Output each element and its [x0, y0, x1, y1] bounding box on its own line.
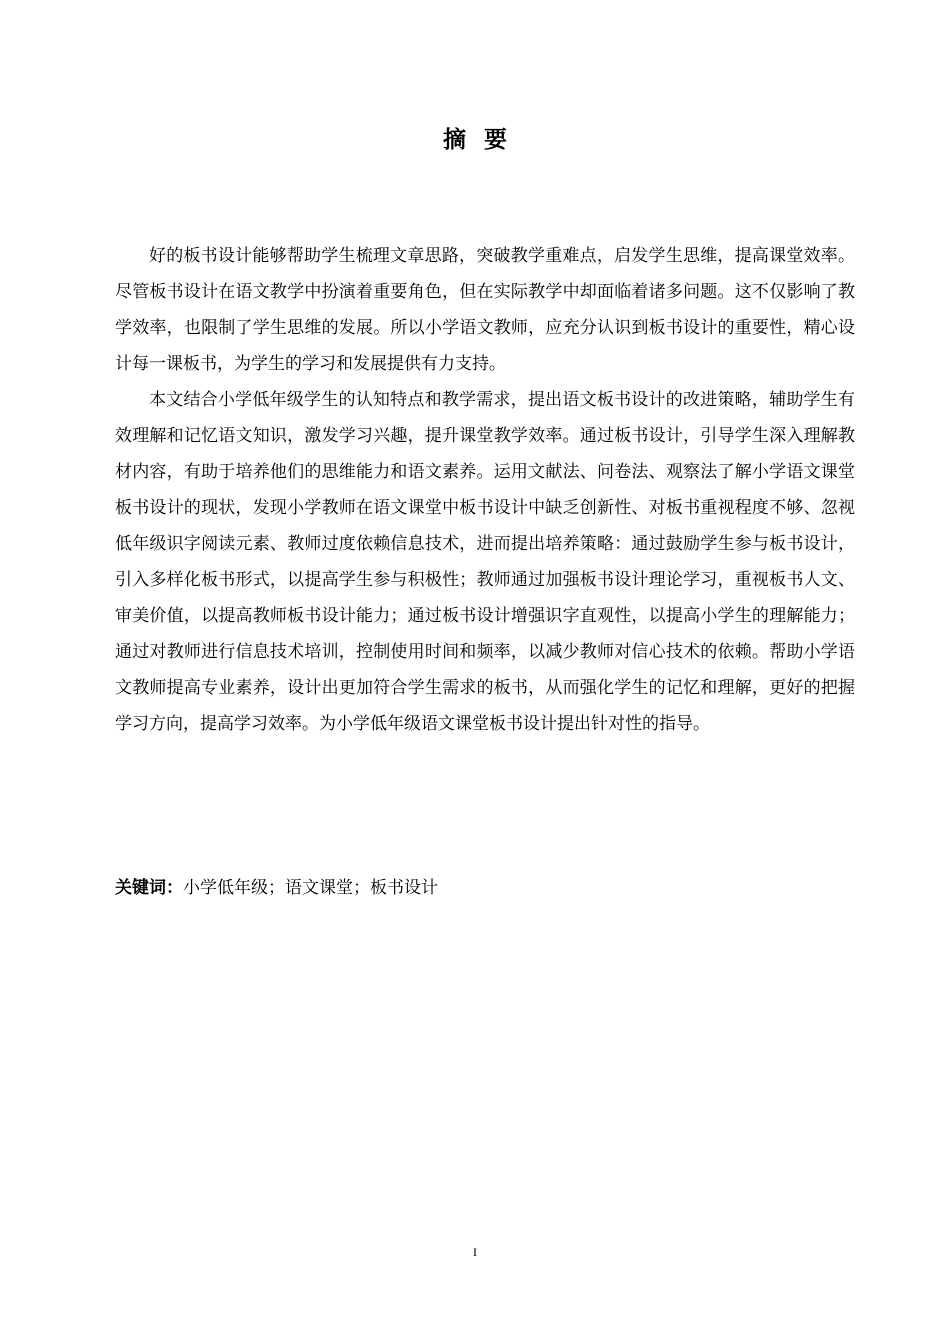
keywords-label: 关键词：: [115, 878, 183, 898]
abstract-paragraph-1: 好的板书设计能够帮助学生梳理文章思路，突破教学重难点，启发学生思维，提高课堂效率。尽管板书设计在语文教学中扮演着重要角色，但在实际教学中却面临着诸多问题。这不仅影响了教学效率，也限制了学生思维的发展。所以小学语文教师，应充分认识到板书设计的重要性，精心设计每一课板书，为学生的学习和发展提供有力支持。: [115, 246, 855, 374]
abstract-paragraph-2: 本文结合小学低年级学生的认知特点和教学需求，提出语文板书设计的改进策略，辅助学生有效理解和记忆语文知识，激发学习兴趣，提升课堂教学效率。通过板书设计，引导学生深入理解教材内容，有助于培养他们的思维能力和语文素养。运用文献法、问卷法、观察法了解小学语文课堂板书设计的现状，发现小学教师在语文课堂中板书设计中缺乏创新性、对板书重视程度不够、忽视低年级识字阅读元素、教师过度依赖信息技术，进而提出培养策略：通过鼓励学生参与板书设计，引入多样化板书形式，以提高学生参与积极性；教师通过加强板书设计理论学习，重视板书人文、审美价值，以提高教师板书设计能力；通过板书设计增强识字直观性，以提高小学生的理解能力；通过对教师进行信息技术培训，控制使用时间和频率，以减少教师对信心技术的依赖。帮助小学语文教师提高专业素养，设计出更加符合学生需求的板书，从而强化学生的记忆和理解，更好的把握学习方向，提高学习效率。为小学低年级语文课堂板书设计提出针对性的指导。: [115, 390, 855, 734]
keywords-line: [115, 870, 855, 906]
abstract-title: 摘要: [443, 127, 525, 153]
keywords-text: 小学低年级；语文课堂；板书设计: [183, 878, 438, 898]
page-number: I: [473, 1245, 477, 1259]
abstract-body: [115, 238, 855, 742]
